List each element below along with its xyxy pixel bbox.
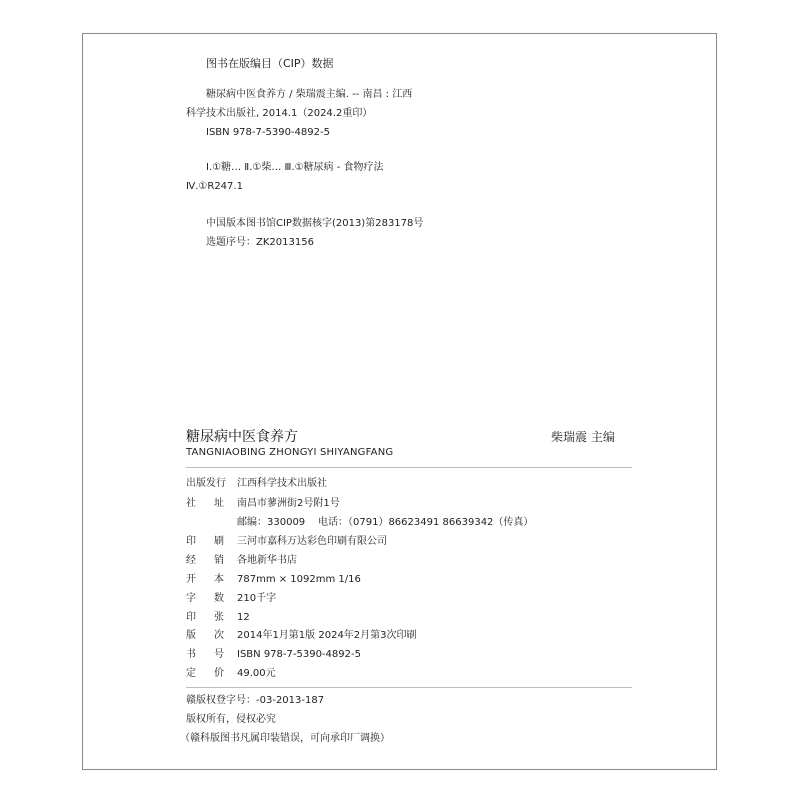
cip-approval-number: 中国版本图书馆CIP数据核字(2013)第283178号 [206,218,424,229]
divider-bottom [186,687,632,688]
phone-value: 电话：（0791）86623491 86639342（传真） [318,517,534,528]
isbn-label-char-1: 书 [186,649,196,660]
format-label-char-2: 本 [214,574,224,585]
format-label-char-1: 开 [186,574,196,585]
format-value: 787mm × 1092mm 1/16 [237,574,361,585]
publisher-value: 江西科学技术出版社 [237,478,327,489]
divider-top [186,467,632,468]
page-frame [82,33,717,770]
edition-value: 2014年1月第1版 2024年2月第3次印刷 [237,630,417,641]
rights-reserved: 版权所有，侵权必究 [186,714,276,725]
isbn-value: ISBN 978-7-5390-4892-5 [237,649,361,660]
publisher-label: 出版发行 [186,478,226,489]
distributor-value: 各地新华书店 [237,555,297,566]
wordcount-value: 210千字 [237,593,277,604]
price-label-char-2: 价 [214,668,224,679]
isbn-label-char-2: 号 [214,649,224,660]
edition-label-char-1: 版 [186,630,196,641]
wordcount-label-char-1: 字 [186,593,196,604]
wordcount-label-char-2: 数 [214,593,224,604]
cip-topic-number: 选题序号：ZK2013156 [206,237,314,248]
distributor-label [186,555,224,567]
postcode-value: 邮编：330009 [237,517,306,528]
address-label-char-2: 址 [214,498,224,509]
printer-label-char-1: 印 [186,536,196,547]
address-value: 南昌市蓼洲街2号附1号 [237,498,340,509]
isbn-label [186,649,224,661]
copyright-registration: 赣版权登字号：-03-2013-187 [186,695,325,706]
edition-label [186,630,224,642]
printer-label [186,536,224,548]
format-label [186,574,224,586]
book-title: 糖尿病中医食养方 [186,429,298,445]
sheets-label-char-1: 印 [186,612,196,623]
printer-label-char-2: 刷 [214,536,224,547]
printing-error-notice: （赣科版图书凡属印装错误，可向承印厂调换） [180,733,390,744]
book-pinyin-title: TANGNIAOBING ZHONGYI SHIYANGFANG [186,447,394,458]
cip-classification-line-2: Ⅳ.①R247.1 [186,181,243,192]
address-label [186,498,224,510]
sheets-label-char-2: 张 [214,612,224,623]
price-value: 49.00元 [237,668,276,679]
distributor-label-char-1: 经 [186,555,196,566]
price-label [186,668,224,680]
cip-entry-line-2: 科学技术出版社, 2014.1（2024.2重印） [186,108,373,119]
edition-label-char-2: 次 [214,630,224,641]
cip-heading: 图书在版编目（CIP）数据 [206,57,334,70]
cip-isbn-line: ISBN 978-7-5390-4892-5 [206,127,330,138]
distributor-label-char-2: 销 [214,555,224,566]
sheets-label [186,612,224,624]
cip-classification-line-1: Ⅰ.①糖… Ⅱ.①柴… Ⅲ.①糖尿病 - 食物疗法 [206,162,384,173]
wordcount-label [186,593,224,605]
address-label-char-1: 社 [186,498,196,509]
book-editor: 柴瑞震 主编 [551,430,615,444]
cip-entry-line-1: 糖尿病中医食养方 / 柴瑞震主编. -- 南昌 : 江西 [206,89,413,100]
sheets-value: 12 [237,612,250,623]
price-label-char-1: 定 [186,668,196,679]
printer-value: 三河市嘉科万达彩色印刷有限公司 [237,536,387,547]
